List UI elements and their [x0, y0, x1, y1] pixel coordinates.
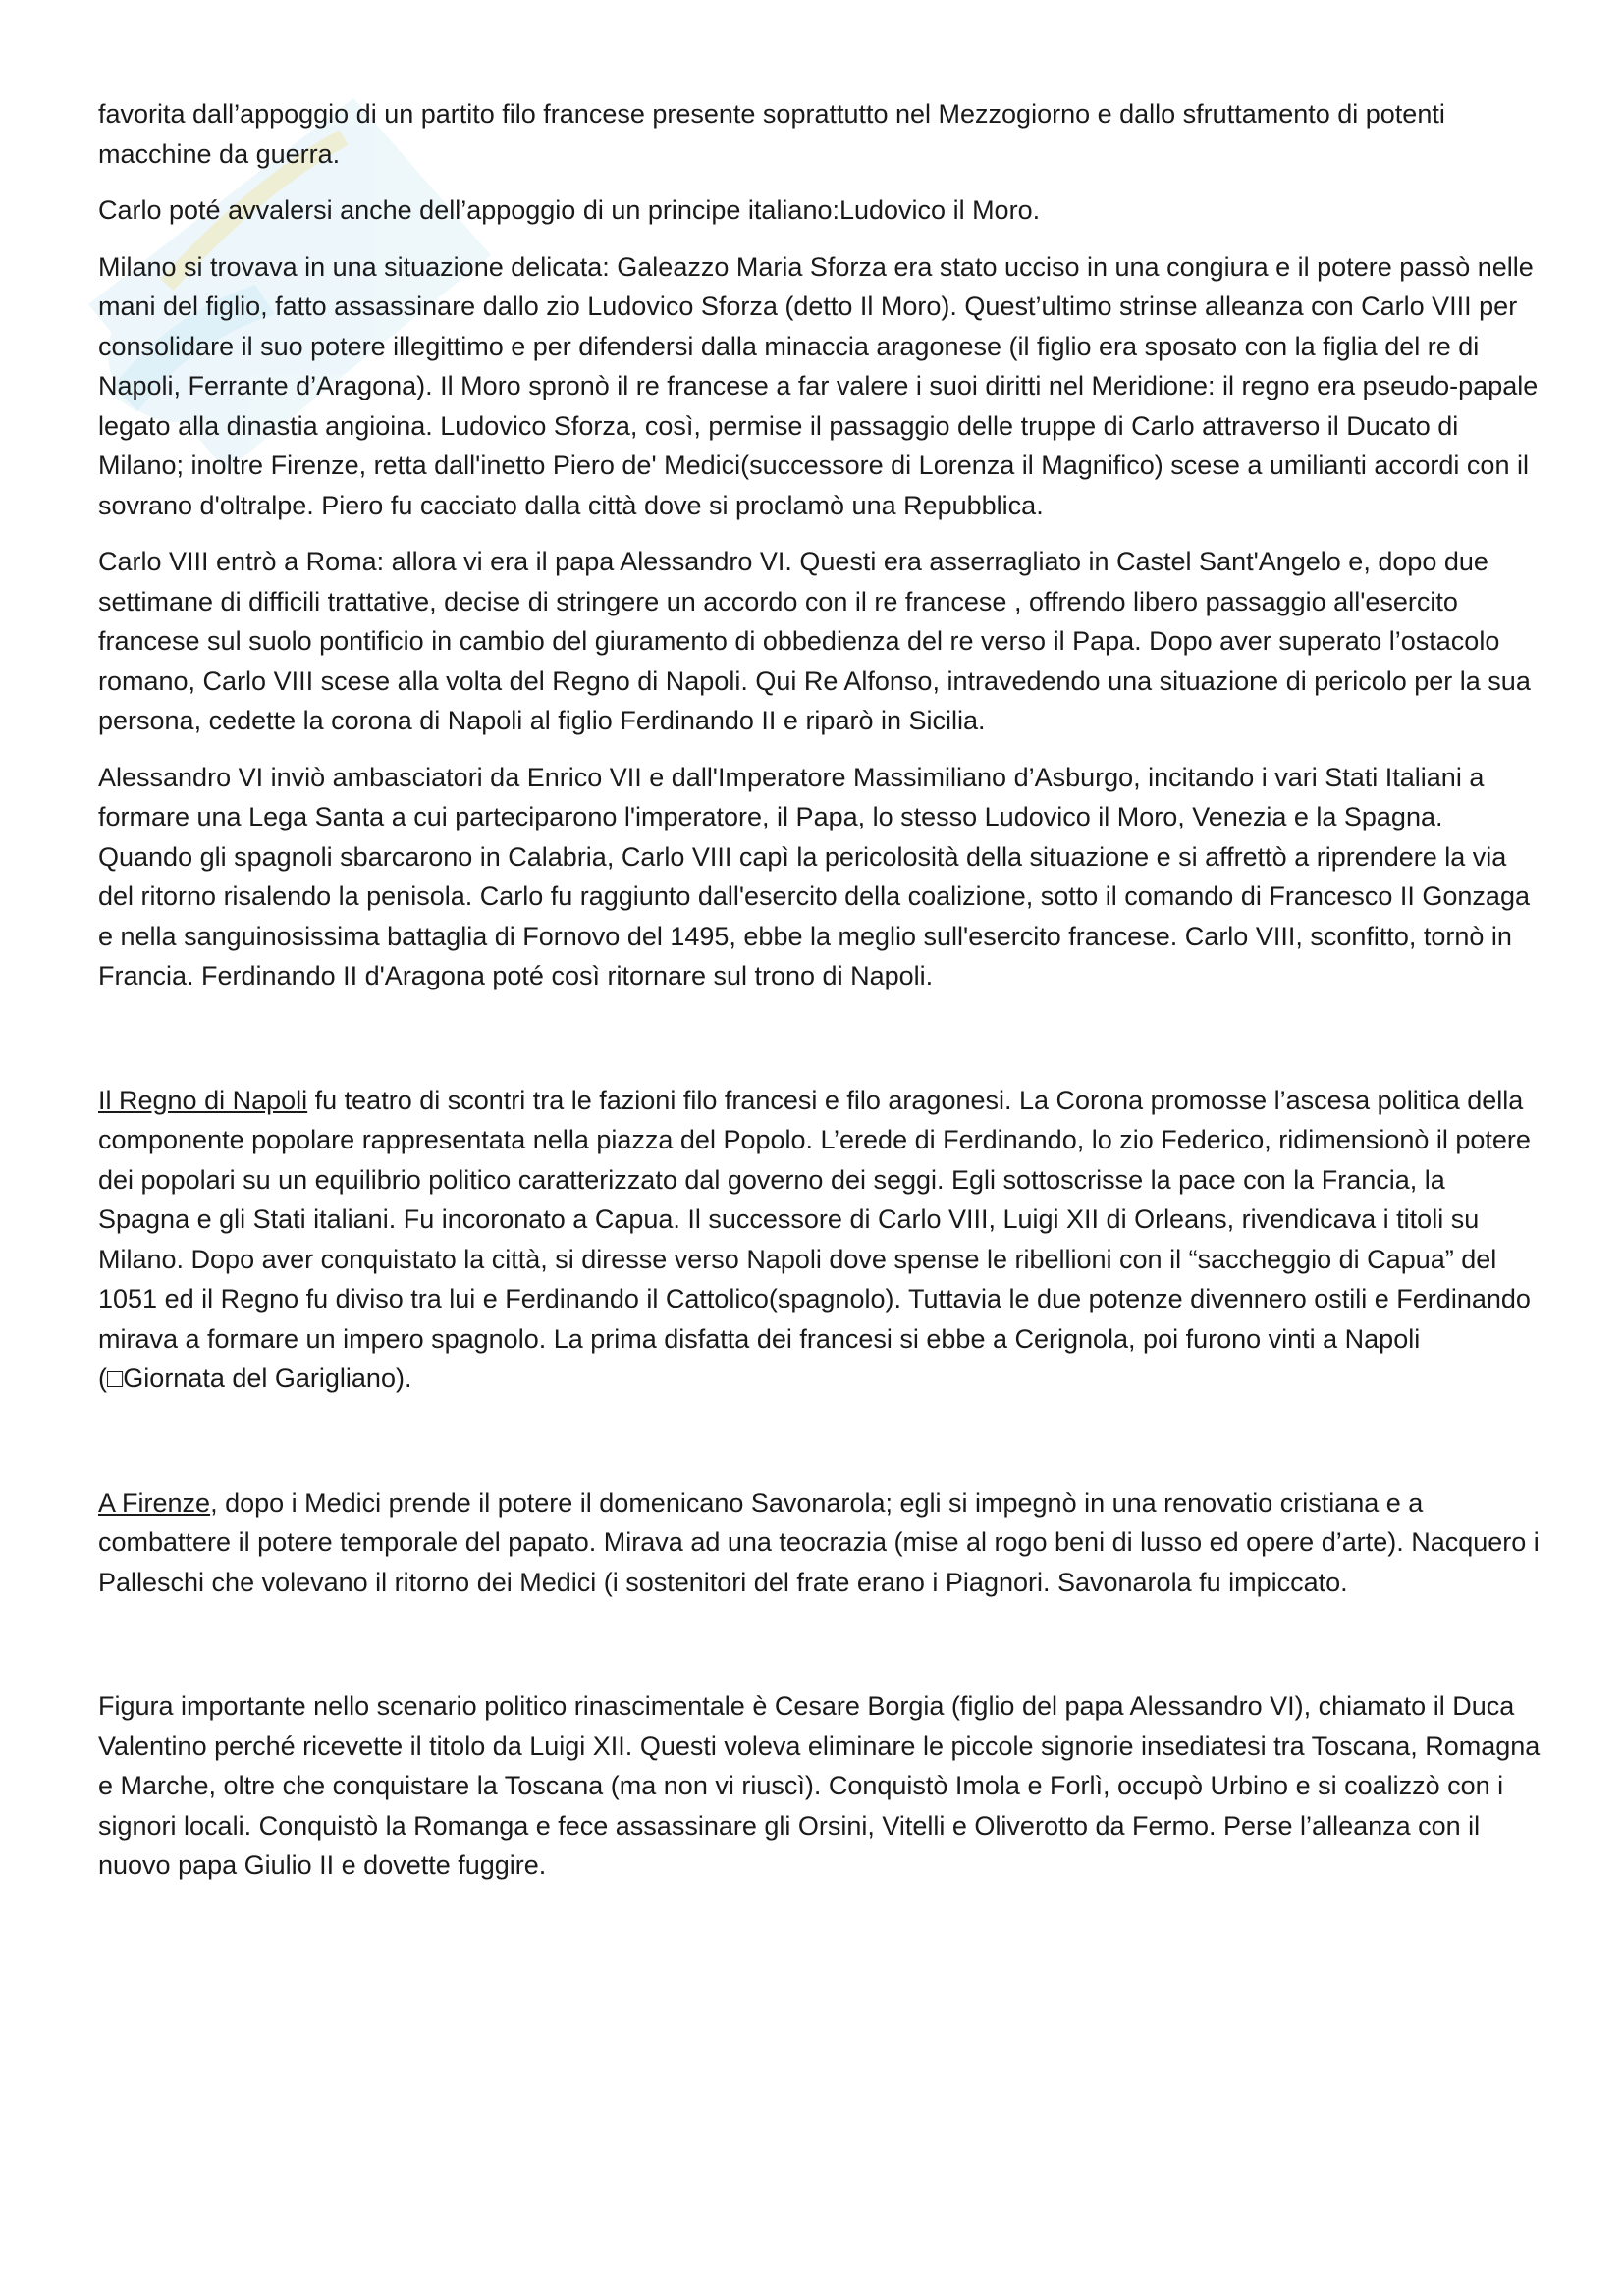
- paragraph-text: , dopo i Medici prende il potere il domenicano Savonarola; egli si impegnò in una renovatio cristiana e a combattere il potere temporale del papato. Mirava ad una teocrazia (mise al rogo beni di lusso ed opere d’arte). Nacquero i Palleschi che volevano il ritorno dei Medici (i sostenitori del frate erano i Piagnori. Savonarola fu impiccato.: [98, 1487, 1540, 1597]
- paragraph-roma: [98, 542, 1542, 741]
- paragraph-lega-santa: [98, 758, 1542, 996]
- document-page: [98, 94, 1542, 1902]
- section-heading-firenze: A Firenze: [98, 1487, 211, 1518]
- paragraph-text: Figura importante nello scenario politico rinascimentale è Cesare Borgia (figlio del papa Alessandro VI), chiamato il Duca Valentino perché ricevette il titolo da Luigi XII. Questi voleva eliminare le piccole signorie insediatesi tra Toscana, Romagna e Marche, oltre che conquistare la Toscana (ma non vi riuscì). Conquistò Imola e Forlì, occupò Urbino e si coalizzò con i signori locali. Conquistò la Romanga e fece assassinare gli Orsini, Vitelli e Oliverotto da Fermo. Perse l’alleanza con il nuovo papa Giulio II e dovette fuggire.: [98, 1691, 1541, 1880]
- paragraph-cesare-borgia: [98, 1686, 1542, 1886]
- paragraph-intro: [98, 94, 1542, 174]
- paragraph-milano: [98, 247, 1542, 526]
- paragraph-text: Alessandro VI inviò ambasciatori da Enrico VII e dall'Imperatore Massimiliano d’Asburgo, incitando i vari Stati Italiani a formare una Lega Santa a cui parteciparono l'imperatore, il Papa, lo stesso Ludovico il Moro, Venezia e la Spagna. Quando gli spagnoli sbarcarono in Calabria, Carlo VIII capì la pericolosità della situazione e si affrettò a riprendere la via del ritorno risalendo la penisola. Carlo fu raggiunto dall'esercito della coalizione, sotto il comando di Francesco II Gonzaga e nella sanguinosissima battaglia di Fornovo del 1495, ebbe la meglio sull'esercito francese. Carlo VIII, sconfitto, tornò in Francia. Ferdinando II d'Aragona poté così ritornare sul trono di Napoli.: [98, 762, 1530, 990]
- paragraph-text: Carlo poté avvalersi anche dell’appoggio di un principe italiano:Ludovico il Moro.: [98, 195, 1041, 225]
- paragraph-text: favorita dall’appoggio di un partito filo francese presente soprattutto nel Mezzogiorno e dallo sfruttamento di potenti macchine da guerra.: [98, 99, 1445, 169]
- paragraph-text: Carlo VIII entrò a Roma: allora vi era il papa Alessandro VI. Questi era asserragliato in Castel Sant'Angelo e, dopo due settimane di difficili trattative, decise di stringere un accordo con il re francese , offrendo libero passaggio all'esercito francese sul suolo pontificio in cambio del giuramento di obbedienza del re verso il Papa. Dopo aver superato l’ostacolo romano, Carlo VIII scese alla volta del Regno di Napoli. Qui Re Alfonso, intravedendo una situazione di pericolo per la sua persona, cedette la corona di Napoli al figlio Ferdinando II e riparò in Sicilia.: [98, 547, 1531, 735]
- paragraph-firenze: [98, 1483, 1542, 1603]
- paragraph-text: fu teatro di scontri tra le fazioni filo francesi e filo aragonesi. La Corona promosse l’ascesa politica della componente popolare rappresentata nella piazza del Popolo. L’erede di Ferdinando, lo zio Federico, ridimensionò il potere dei popolari su un equilibrio politico caratterizzato dal governo dei seggi. Egli sottoscrisse la pace con la Francia, la Spagna e gli Stati italiani. Fu incoronato a Capua. Il successore di Carlo VIII, Luigi XII di Orleans, rivendicava i titoli su Milano. Dopo aver conquistato la città, si diresse verso Napoli dove spense le ribellioni con il “saccheggio di Capua” del 1051 ed il Regno fu diviso tra lui e Ferdinando il Cattolico(spagnolo). Tuttavia le due potenze divennero ostili e Ferdinando mirava a formare un impero spagnolo. La prima disfatta dei francesi si ebbe a Cerignola, poi furono vinti a Napoli (□Giornata del Garigliano).: [98, 1085, 1531, 1393]
- section-heading-regno-di-napoli: Il Regno di Napoli: [98, 1085, 308, 1115]
- paragraph-ludovico: [98, 190, 1542, 231]
- paragraph-text: Milano si trovava in una situazione delicata: Galeazzo Maria Sforza era stato ucciso in una congiura e il potere passò nelle mani del figlio, fatto assassinare dallo zio Ludovico Sforza (detto Il Moro). Quest’ultimo strinse alleanza con Carlo VIII per consolidare il suo potere illegittimo e per difendersi dalla minaccia aragonese (il figlio era sposato con la figlia del re di Napoli, Ferrante d’Aragona). Il Moro spronò il re francese a far valere i suoi diritti nel Meridione: il regno era pseudo-papale legato alla dinastia angioina. Ludovico Sforza, così, permise il passaggio delle truppe di Carlo attraverso il Ducato di Milano; inoltre Firenze, retta dall'inetto Piero de' Medici(successore di Lorenza il Magnifico) scese a umilianti accordi con il sovrano d'oltralpe. Piero fu cacciato dalla città dove si proclamò una Repubblica.: [98, 251, 1539, 520]
- paragraph-regno-di-napoli: [98, 1081, 1542, 1399]
